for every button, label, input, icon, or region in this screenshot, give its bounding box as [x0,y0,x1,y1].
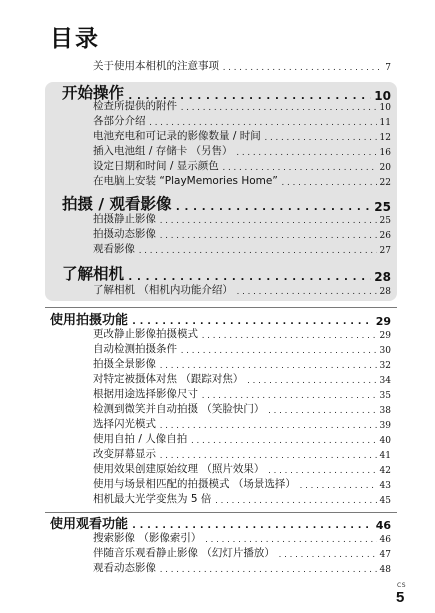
toc-entry-label: 拍摄静止影像 [93,213,156,225]
toc-entry-page: 40 [379,436,391,446]
toc-section-page: 46 [375,519,391,532]
dot-leader [281,179,377,188]
dot-leader [214,497,376,506]
toc-entry-page: 22 [379,178,391,188]
toc-entry-label: 更改静止影像拍摄模式 [93,328,198,340]
toc-entry-label: 使用与场景相匹配的拍摄模式 （场景选择） [93,478,296,490]
toc-chapter-page: 25 [374,200,391,214]
toc-entry[interactable] [93,284,391,297]
toc-entry-page: 16 [379,148,391,158]
section-divider [45,512,397,513]
toc-entry-page: 30 [379,346,391,356]
dot-leader [267,467,376,476]
page-title: 目录 [50,26,100,52]
toc-entry-label: 使用自拍 / 人像自拍 [93,433,188,445]
toc-entry[interactable] [93,532,391,545]
page-number: 5 [396,589,405,606]
toc-entry[interactable] [93,547,391,560]
toc-entry-label: 观看影像 [93,243,135,255]
dot-leader [131,315,373,328]
toc-entry[interactable] [93,403,391,416]
dot-leader [201,392,377,401]
toc-section-shooting-functions[interactable] [50,311,391,328]
toc-chapter-page: 10 [374,89,391,103]
toc-chapter-page: 28 [374,270,391,284]
toc-entry[interactable] [93,373,391,386]
toc-chapter-label: 拍摄 / 观看影像 [62,195,172,213]
toc-entry-page: 38 [379,406,391,416]
toc-entry-page: 46 [379,535,391,545]
toc-entry[interactable] [93,243,391,256]
toc-entry-page: 45 [379,496,391,506]
dot-leader [159,362,377,371]
toc-entry-page: 28 [379,287,391,297]
toc-section-viewing-functions[interactable] [50,515,391,532]
toc-chapter-label: 开始操作 [62,84,125,102]
dot-leader [201,332,377,341]
toc-entry[interactable] [93,115,391,128]
toc-entry[interactable] [93,493,391,506]
toc-entry-page: 20 [379,163,391,173]
toc-entry-label: 各部分介绍 [93,115,146,127]
toc-entry-page: 27 [379,246,391,256]
toc-entry[interactable] [93,160,391,173]
dot-leader [138,247,377,256]
toc-entry-page: 26 [379,231,391,241]
toc-entry-label: 相机最大光学变焦为 5 倍 [93,493,212,505]
toc-entry[interactable] [93,358,391,371]
toc-entry-label: 在电脑上安装 “PlayMemories Home” [93,175,278,187]
toc-entry-page: 34 [379,376,391,386]
toc-entry-label: 自动检测拍摄条件 [93,343,177,355]
toc-entry-label: 伴随音乐观看静止影像 （幻灯片播放） [93,547,275,559]
dot-leader [299,482,377,491]
dot-leader [149,119,377,128]
toc-chapter-learning-camera[interactable] [62,264,391,284]
dot-leader [159,566,377,575]
toc-entry-page: 11 [379,118,391,128]
toc-section-page: 29 [375,315,391,328]
dot-leader [204,536,376,545]
toc-entry[interactable] [93,478,391,491]
toc-chapter-shooting-viewing[interactable] [62,194,391,214]
toc-entry[interactable] [93,418,391,431]
dot-leader [180,104,377,113]
toc-entry[interactable] [93,463,391,476]
dot-leader [267,407,376,416]
toc-entry-page: 39 [379,421,391,431]
toc-section-label: 使用拍摄功能 [50,313,129,328]
toc-section-label: 使用观看功能 [50,517,129,532]
toc-chapter-label: 了解相机 [62,265,125,283]
toc-entry-label: 使用效果创建原始纹理 （照片效果） [93,463,265,475]
toc-entry-page: 41 [379,451,391,461]
dot-leader [236,149,377,158]
toc-entry-label: 对特定被摄体对焦 （跟踪对焦） [93,373,244,385]
toc-entry-page: 7 [385,63,391,73]
toc-entry-label: 选择闪光模式 [93,418,156,430]
dot-leader [190,437,376,446]
dot-leader [174,199,371,214]
toc-entry-label: 改变屏幕显示 [93,448,156,460]
dot-leader [236,288,377,297]
toc-entry[interactable] [93,328,391,341]
language-code: CS [397,582,406,589]
toc-entry[interactable] [93,343,391,356]
toc-entry[interactable] [93,388,391,401]
toc-entry[interactable] [93,562,391,575]
toc-entry-label: 观看动态影像 [93,562,156,574]
toc-entry-page: 29 [379,331,391,341]
toc-entry[interactable] [93,100,391,113]
toc-entry-label: 关于使用本相机的注意事项 [93,60,219,72]
toc-entry-label: 拍摄动态影像 [93,228,156,240]
toc-entry[interactable] [93,228,391,241]
toc-entry-label: 检测到微笑并自动拍摄 （笑脸快门） [93,403,265,415]
toc-entry-page: 12 [379,133,391,143]
dot-leader [246,377,376,386]
dot-leader [222,164,377,173]
toc-entry[interactable] [93,130,391,143]
dot-leader [222,64,382,73]
toc-entry[interactable] [93,145,391,158]
section-divider [45,307,397,308]
toc-entry-page: 32 [379,361,391,371]
toc-entry-label: 插入电池组 / 存储卡 （另售） [93,145,233,157]
toc-entry-page: 47 [379,550,391,560]
toc-entry-page: 10 [379,103,391,113]
toc-entry-label: 检查所提供的附件 [93,100,177,112]
dot-leader [127,269,371,284]
toc-entry[interactable] [93,448,391,461]
toc-entry[interactable] [93,213,391,226]
toc-entry-label: 搜索影像 （影像索引） [93,532,202,544]
toc-entry-precautions[interactable] [93,60,391,73]
dot-leader [159,232,377,241]
toc-entry-page: 25 [379,216,391,226]
toc-entry-label: 根据用途选择影像尺寸 [93,388,198,400]
toc-entry-page: 42 [379,466,391,476]
dot-leader [159,217,377,226]
toc-entry[interactable] [93,175,391,188]
dot-leader [159,452,377,461]
dot-leader [131,519,373,532]
toc-entry-page: 35 [379,391,391,401]
dot-leader [159,422,377,431]
toc-entry[interactable] [93,433,391,446]
toc-entry-page: 48 [379,565,391,575]
toc-entry-page: 43 [379,481,391,491]
toc-entry-label: 了解相机 （相机内功能介绍） [93,284,233,296]
toc-entry-label: 拍摄全景影像 [93,358,156,370]
toc-entry-label: 设定日期和时间 / 显示颜色 [93,160,219,172]
dot-leader [278,551,377,560]
toc-entry-label: 电池充电和可记录的影像数量 / 时间 [93,130,261,142]
dot-leader [264,134,377,143]
dot-leader [180,347,377,356]
